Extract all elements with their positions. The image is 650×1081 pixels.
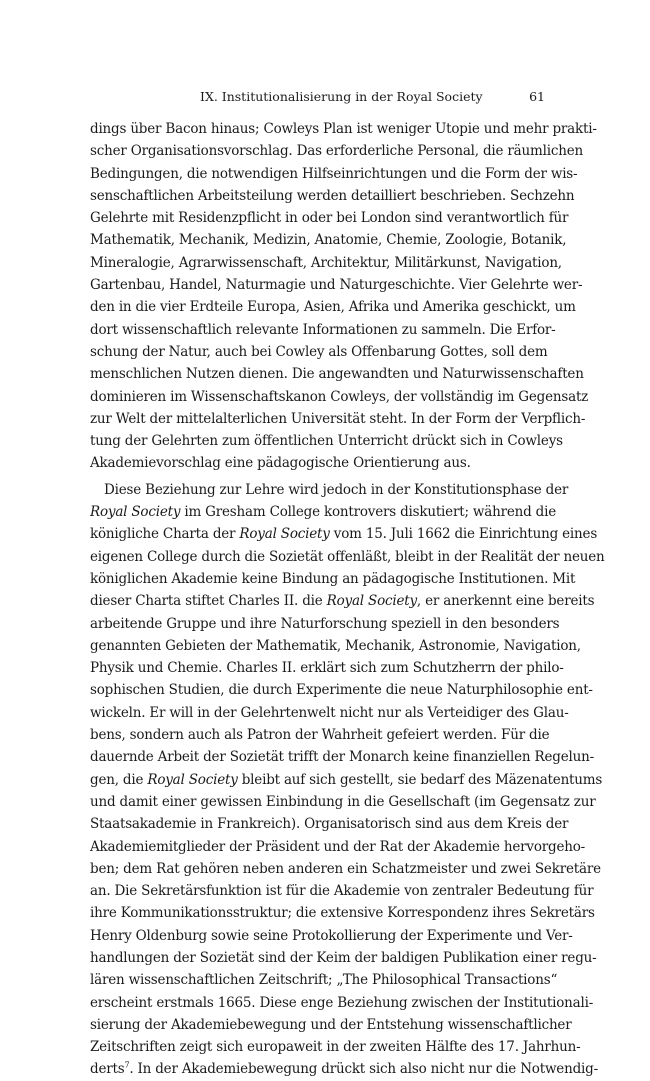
body-text <box>90 118 605 1081</box>
text-line: dominieren im Wissenschaftskanon Cowleys, der vollständig im Gegensatz <box>90 388 589 405</box>
text-line: menschlichen Nutzen dienen. Die angewandten und Naturwissenschaften <box>90 366 584 383</box>
text-line: königliche Charta der Royal Society vom 15. Juli 1662 die Einrichtung eines <box>90 526 598 543</box>
text-line: dings über Bacon hinaus; Cowleys Plan ist weniger Utopie und mehr prakti- <box>90 121 597 137</box>
text-line: tung der Gelehrten zum öffentlichen Unterricht drückt sich in Cowleys <box>90 433 563 450</box>
text-line: derts$^7$. In der Akademiebewegung drückt sich also nicht nur die Notwendig- <box>90 1060 598 1078</box>
text-line: Diese Beziehung zur Lehre wird jedoch in der Konstitutionsphase der <box>104 481 569 498</box>
text-line: lären wissenschaftlichen Zeitschrift; „The Philosophical Transactions“ <box>90 972 558 989</box>
text-line: dieser Charta stiftet Charles II. die Royal Society, er anerkennt eine bereits <box>90 593 595 610</box>
text-line: scher Organisationsvorschlag. Das erforderliche Personal, die räumlichen <box>90 143 583 160</box>
text-line: Staatsakademie in Frankreich). Organisatorisch sind aus dem Kreis der <box>90 816 569 833</box>
text-line: bens, sondern auch als Patron der Wahrheit gefeiert werden. Für die <box>90 727 550 744</box>
page-number: 61 <box>529 89 545 104</box>
text-line: dauernde Arbeit der Sozietät trifft der Monarch keine finanziellen Regelun- <box>90 749 594 766</box>
text-line: handlungen der Sozietät sind der Keim der baldigen Publikation einer regu- <box>90 949 597 966</box>
text-line: zur Welt der mittelalterlichen Universität steht. In der Form der Verpflich- <box>90 410 586 427</box>
text-line: wickeln. Er will in der Gelehrtenwelt nicht nur als Verteidiger des Glau- <box>90 704 569 721</box>
text-line: Mathematik, Mechanik, Medizin, Anatomie, Chemie, Zoologie, Botanik, <box>90 232 567 249</box>
text-line: eigenen College durch die Sozietät offenläßt, bleibt in der Realität der neuen <box>90 548 605 565</box>
text-line: Bedingungen, die notwendigen Hilfseinrichtungen und die Form der wis- <box>90 165 578 182</box>
text-line: dort wissenschaftlich relevante Informationen zu sammeln. Die Erfor- <box>90 321 556 338</box>
text-line: Akademievorschlag eine pädagogische Orientierung aus. <box>90 455 471 472</box>
text-line: ben; dem Rat gehören neben anderen ein Schatzmeister und zwei Sekretäre <box>90 860 601 877</box>
text-line: Royal Society im Gresham College kontrovers diskutiert; während die <box>90 504 557 521</box>
paragraph <box>90 118 597 475</box>
italic-term: Royal Society <box>326 593 417 610</box>
italic-term: Royal Society <box>90 504 181 521</box>
text-line: den in die vier Erdteile Europa, Asien, Afrika und Amerika geschickt, um <box>90 299 576 316</box>
text-line: Zeitschriften zeigt sich europaweit in der zweiten Hälfte des 17. Jahrhun- <box>90 1039 581 1056</box>
text-line: Physik und Chemie. Charles II. erklärt sich zum Schutzherrn der philo- <box>90 660 564 677</box>
text-line: an. Die Sekretärsfunktion ist für die Akademie von zentraler Bedeutung für <box>90 883 594 900</box>
text-line: ihre Kommunikationsstruktur; die extensive Korrespondenz ihres Sekretärs <box>90 905 595 922</box>
text-line: Akademiemitglieder der Präsident und der Rat der Akademie hervorgeho- <box>90 838 586 855</box>
text-line: gen, die Royal Society bleibt auf sich gestellt, sie bedarf des Mäzenatentums <box>90 771 603 788</box>
text-line: und damit einer gewissen Einbindung in die Gesellschaft (im Gegensatz zur <box>90 793 596 810</box>
text-line: Henry Oldenburg sowie seine Protokollierung der Experimente und Ver- <box>90 927 573 944</box>
italic-term: Royal Society <box>147 771 238 788</box>
footnote-marker: 7 <box>124 1060 130 1070</box>
text-line: Gartenbau, Handel, Naturmagie und Naturgeschichte. Vier Gelehrte wer- <box>90 277 583 294</box>
italic-term: Royal Society <box>239 526 330 543</box>
text-line: erscheint erstmals 1665. Diese enge Beziehung zwischen der Institutionali- <box>90 994 594 1011</box>
text-line: königlichen Akademie keine Bindung an pädagogische Institutionen. Mit <box>90 570 576 587</box>
text-line: senschaftlichen Arbeitsteilung werden detailliert beschrieben. Sechzehn <box>90 187 575 204</box>
text-line: sierung der Akademiebewegung und der Entstehung wissenschaftlicher <box>90 1016 572 1033</box>
paragraph <box>90 479 605 1081</box>
text-line: sophischen Studien, die durch Experimente die neue Naturphilosophie ent- <box>90 682 593 699</box>
text-line: schung der Natur, auch bei Cowley als Offenbarung Gottes, soll dem <box>90 343 548 360</box>
running-title: IX. Institutionalisierung in der Royal Society <box>200 89 483 104</box>
running-header <box>90 89 545 107</box>
text-line: Mineralogie, Agrarwissenschaft, Architektur, Militärkunst, Navigation, <box>90 254 562 271</box>
text-line: Gelehrte mit Residenzpflicht in oder bei London sind verantwortlich für <box>90 210 569 227</box>
text-line: arbeitende Gruppe und ihre Naturforschung speziell in den besonders <box>90 615 560 632</box>
text-line: genannten Gebieten der Mathematik, Mechanik, Astronomie, Navigation, <box>90 637 581 654</box>
